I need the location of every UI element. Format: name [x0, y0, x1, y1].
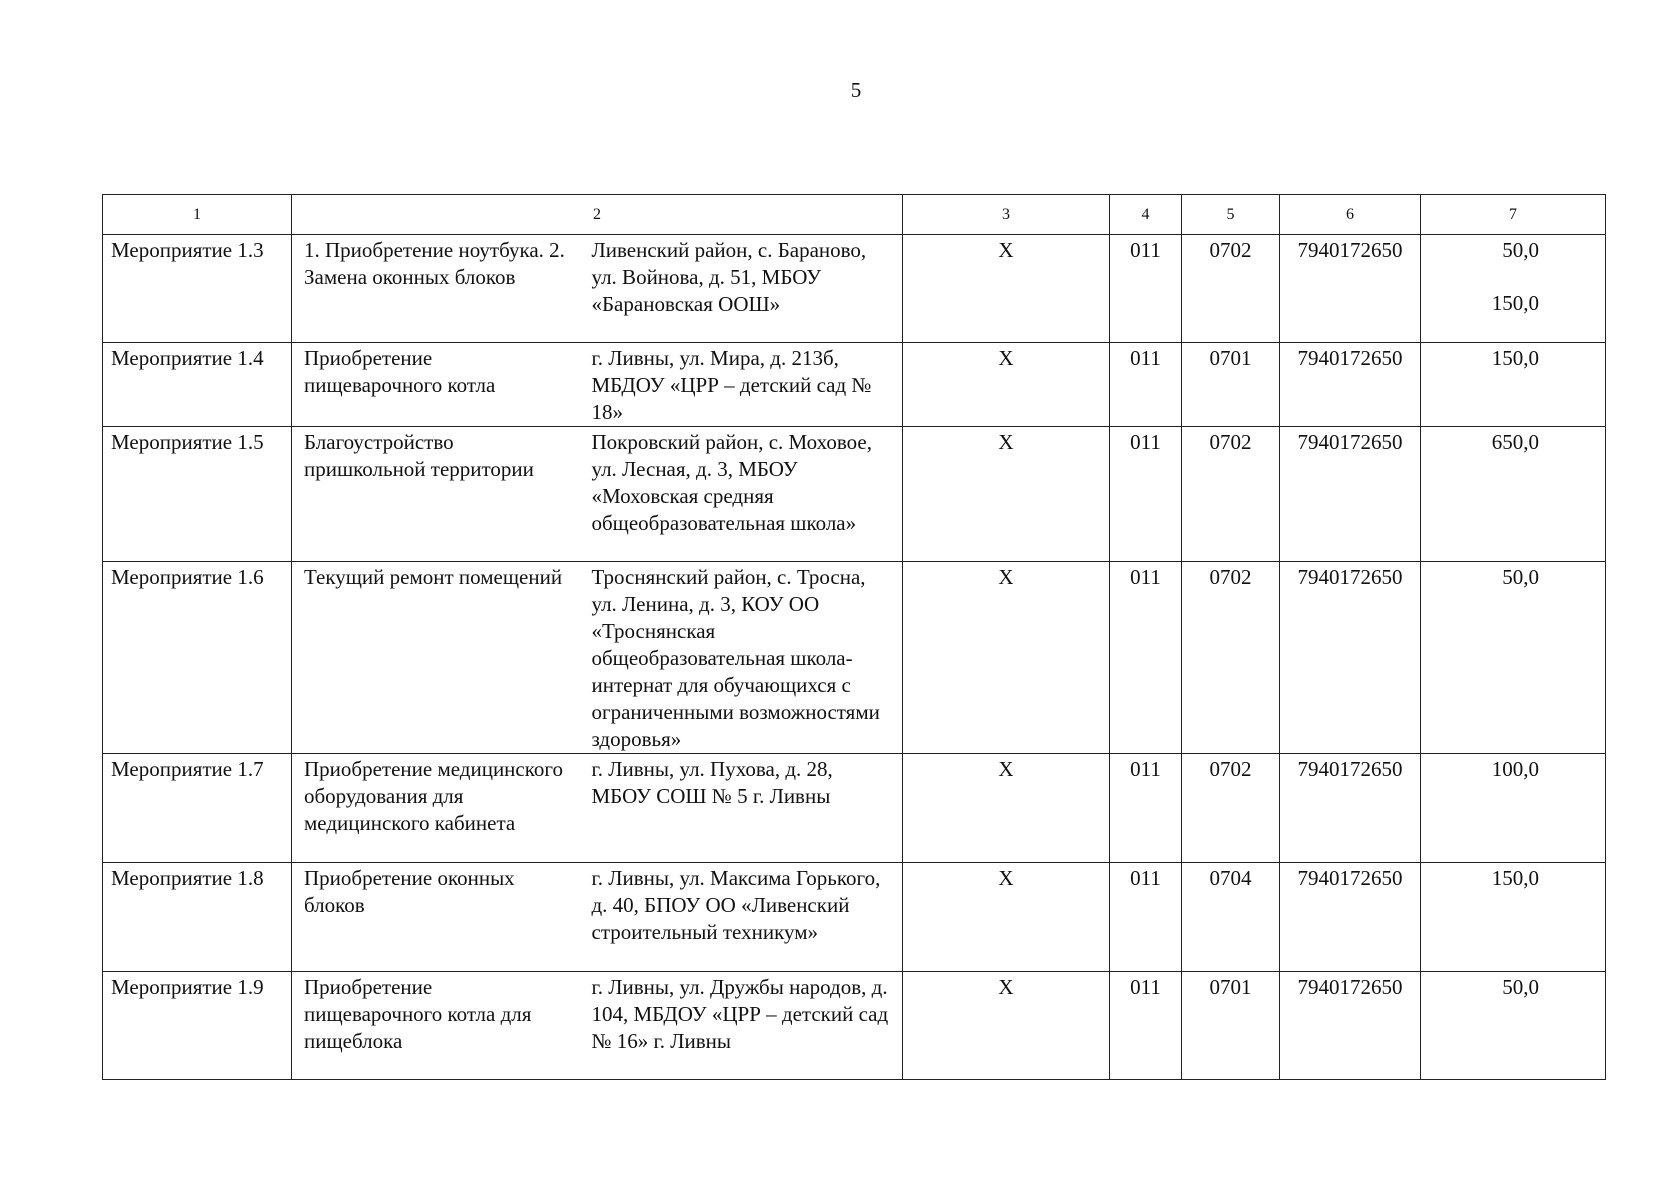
code-cell-4: 011: [1110, 562, 1182, 754]
code-cell-4: 011: [1110, 754, 1182, 863]
event-description-cell: 1. Приобретение ноутбука. 2. Замена оконных блоков: [292, 235, 580, 343]
code-cell-5: 0701: [1182, 972, 1280, 1080]
header-col-4: 4: [1110, 195, 1182, 235]
mark-cell: X: [903, 427, 1110, 562]
code-cell-5: 0701: [1182, 343, 1280, 427]
table-row: [103, 235, 1606, 343]
amount-cell: 50,0: [1421, 972, 1606, 1080]
code-cell-6: 7940172650: [1280, 562, 1421, 754]
event-name-cell: Мероприятие 1.7: [103, 754, 292, 863]
amount-value: 50,0: [1502, 238, 1539, 262]
table-row: [103, 427, 1606, 562]
code-cell-4: 011: [1110, 863, 1182, 972]
code-cell-4: 011: [1110, 235, 1182, 343]
event-address-cell: Троснянский район, с. Тросна, ул. Ленина, д. 3, КОУ ОО «Троснянская общеобразовательная школа-интернат для обучающихся с ограниченными возможностями здоровья»: [580, 562, 903, 754]
code-cell-5: 0704: [1182, 863, 1280, 972]
code-cell-6: 7940172650: [1280, 754, 1421, 863]
table-row: [103, 754, 1606, 863]
event-description-cell: Текущий ремонт помещений: [292, 562, 580, 754]
code-cell-4: 011: [1110, 972, 1182, 1080]
code-cell-5: 0702: [1182, 427, 1280, 562]
table-header-row: [103, 195, 1606, 235]
code-cell-5: 0702: [1182, 754, 1280, 863]
mark-cell: X: [903, 235, 1110, 343]
header-col-6: 6: [1280, 195, 1421, 235]
code-cell-4: 011: [1110, 343, 1182, 427]
header-col-3: 3: [903, 195, 1110, 235]
mark-cell: X: [903, 863, 1110, 972]
events-table: [102, 194, 1606, 1080]
event-address-cell: г. Ливны, ул. Максима Горького, д. 40, БПОУ ОО «Ливенский строительный техникум»: [580, 863, 903, 972]
table-row: [103, 562, 1606, 754]
amount-cell: 50,0: [1421, 562, 1606, 754]
table-row: [103, 863, 1606, 972]
header-col-5: 5: [1182, 195, 1280, 235]
mark-cell: X: [903, 754, 1110, 863]
event-description-cell: Приобретение пищеварочного котла для пищеблока: [292, 972, 580, 1080]
event-name-cell: Мероприятие 1.6: [103, 562, 292, 754]
table-row: [103, 343, 1606, 427]
table-row: [103, 972, 1606, 1080]
event-address-cell: г. Ливны, ул. Мира, д. 213б, МБДОУ «ЦРР – детский сад № 18»: [580, 343, 903, 427]
event-description-cell: Благоустройство пришкольной территории: [292, 427, 580, 562]
amount-cell: 650,0: [1421, 427, 1606, 562]
code-cell-5: 0702: [1182, 235, 1280, 343]
event-description-cell: Приобретение пищеварочного котла: [292, 343, 580, 427]
mark-cell: X: [903, 562, 1110, 754]
document-table-wrapper: [102, 194, 1606, 1080]
event-name-cell: Мероприятие 1.9: [103, 972, 292, 1080]
mark-cell: X: [903, 972, 1110, 1080]
amount-cell: 150,0: [1421, 863, 1606, 972]
page-number: 5: [850, 78, 862, 102]
code-cell-5: 0702: [1182, 562, 1280, 754]
event-address-cell: Ливенский район, с. Бараново, ул. Войнова, д. 51, МБОУ «Барановская ООШ»: [580, 235, 903, 343]
code-cell-4: 011: [1110, 427, 1182, 562]
code-cell-6: 7940172650: [1280, 863, 1421, 972]
amount-value-2: 150,0: [1491, 291, 1539, 315]
event-name-cell: Мероприятие 1.3: [103, 235, 292, 343]
amount-cell: [1421, 235, 1606, 343]
code-cell-6: 7940172650: [1280, 427, 1421, 562]
event-name-cell: Мероприятие 1.8: [103, 863, 292, 972]
mark-cell: X: [903, 343, 1110, 427]
amount-cell: 100,0: [1421, 754, 1606, 863]
code-cell-6: 7940172650: [1280, 235, 1421, 343]
event-description-cell: Приобретение оконных блоков: [292, 863, 580, 972]
header-col-1: 1: [103, 195, 292, 235]
amount-cell: 150,0: [1421, 343, 1606, 427]
event-name-cell: Мероприятие 1.4: [103, 343, 292, 427]
event-address-cell: г. Ливны, ул. Дружбы народов, д. 104, МБДОУ «ЦРР – детский сад № 16» г. Ливны: [580, 972, 903, 1080]
code-cell-6: 7940172650: [1280, 343, 1421, 427]
header-col-2: 2: [292, 195, 903, 235]
code-cell-6: 7940172650: [1280, 972, 1421, 1080]
header-col-7: 7: [1421, 195, 1606, 235]
event-description-cell: Приобретение медицинского оборудования для медицинского кабинета: [292, 754, 580, 863]
event-address-cell: г. Ливны, ул. Пухова, д. 28, МБОУ СОШ № 5 г. Ливны: [580, 754, 903, 863]
event-address-cell: Покровский район, с. Моховое, ул. Лесная, д. 3, МБОУ «Моховская средняя общеобразовательная школа»: [580, 427, 903, 562]
event-name-cell: Мероприятие 1.5: [103, 427, 292, 562]
